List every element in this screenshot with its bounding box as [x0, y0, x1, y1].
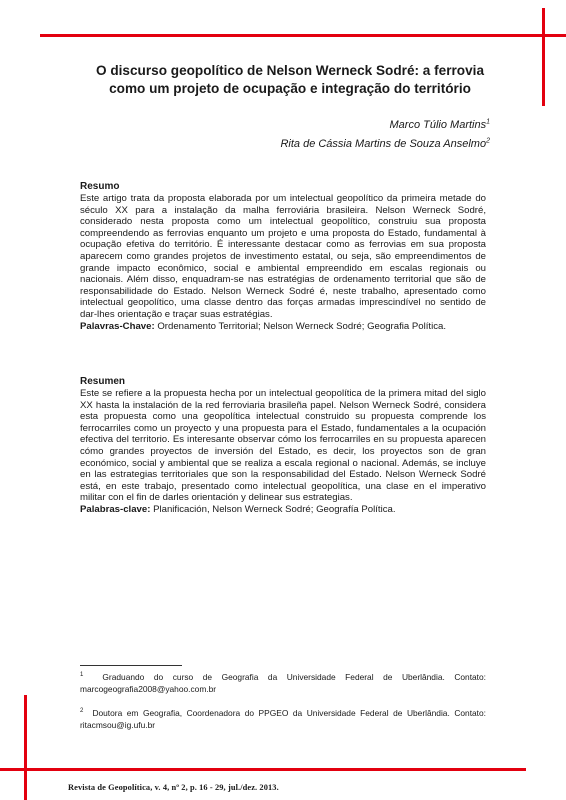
resumo-section	[80, 181, 486, 332]
author-name: Marco Túlio Martins	[389, 119, 487, 131]
decorative-rule-top	[40, 34, 566, 37]
author-note-ref: 1	[486, 118, 490, 126]
footnote-2	[80, 708, 486, 732]
decorative-rule-left	[24, 695, 27, 800]
footnote-number: 2	[80, 708, 84, 715]
resumen-section	[80, 376, 486, 516]
resumen-text: Este se refiere a la propuesta hecha por un intelectual geopolítica de la primera mitad del siglo XX hasta la instalación de la red ferroviaria brasileña papel. Nelson Werneck Sodré, considera esta propuesta como una geopolítica intelectual construido su propuesta comprende los ferrocarriles como un proyecto y una propuesta para el Estado, fundamentales a la ocupación efectiva del territorio. Es interesante observar cómo los ferrocarriles en su propuesta aparecen cómo grandes proyectos de inversión del Estado, es decir, los proyectos son de gran económico, social y ambiental que se realiza a escala regional o nacional. Además, se incluye en las estrategias territoriales que son la responsabilidad del Estado. Nelson Werneck Sodré está, en este trabajo, presentado como intelectual geopolítica, una clase en el imperativo militar con el fin de darles orientación y delinear sus estrategias.	[80, 388, 486, 504]
footnote-text: Graduando do curso de Geografia da Universidade Federal de Uberlândia. Contato: marcogeografia2008@yahoo.com.br	[80, 672, 486, 694]
footnote-number: 1	[80, 672, 84, 679]
resumen-heading: Resumen	[80, 376, 126, 387]
keywords-label: Palavras-Chave:	[80, 320, 155, 332]
decorative-rule-bottom	[0, 768, 526, 771]
author-2	[280, 137, 490, 151]
paper-title: O discurso geopolítico de Nelson Werneck Sodré: a ferrovia como um projeto de ocupação e integração do território	[95, 63, 485, 96]
author-1	[390, 118, 490, 132]
decorative-rule-right	[542, 8, 545, 106]
footnote-text: Doutora em Geografia, Coordenadora do PPGEO da Universidade Federal de Uberlândia. Contato: ritacmsou@ig.ufu.br	[80, 708, 486, 730]
resumen-keywords	[80, 504, 486, 516]
keywords-label: Palabras-clave:	[80, 503, 151, 515]
author-note-ref: 2	[486, 137, 490, 145]
resumo-heading: Resumo	[80, 181, 120, 192]
keywords-text: Planificación, Nelson Werneck Sodré; Geografía Política.	[153, 503, 396, 515]
author-name: Rita de Cássia Martins de Souza Anselmo	[280, 138, 487, 150]
resumo-text: Este artigo trata da proposta elaborada por um intelectual geopolítico da primeira metade do século XX para a instalação da malha ferroviária brasileira. Nelson Werneck Sodré, considerado nesta proposta como um intelectual geopolítico, construiu sua proposta compreendendo as ferrovias enquanto um projeto e uma proposta do Estado, fundamental à ocupação efetiva do território. É interessante destacar como as ferrovias em sua proposta aparecem como grandes projetos de investimento estatal, ou seja, são empreendimentos de grande impacto econômico, social e ambiental empreendido em escalas regionais ou nacionais. Além disso, enquadram-se nas estratégias de ordenamento territorial que são de responsabilidade do Estado. Nelson Werneck Sodré é, neste trabalho, apresentado como intelectual geopolítico, uma classe dentro das forças armadas imprescindível no sentido de dar-lhes orientação e traçar suas estratégias.	[80, 193, 486, 320]
footnote-separator	[80, 665, 182, 666]
journal-footer: Revista de Geopolítica, v. 4, nº 2, p. 16 - 29, jul./dez. 2013.	[68, 783, 279, 792]
keywords-text: Ordenamento Territorial; Nelson Werneck Sodré; Geografia Política.	[157, 320, 447, 332]
resumo-keywords	[80, 321, 486, 333]
footnote-1	[80, 672, 486, 696]
